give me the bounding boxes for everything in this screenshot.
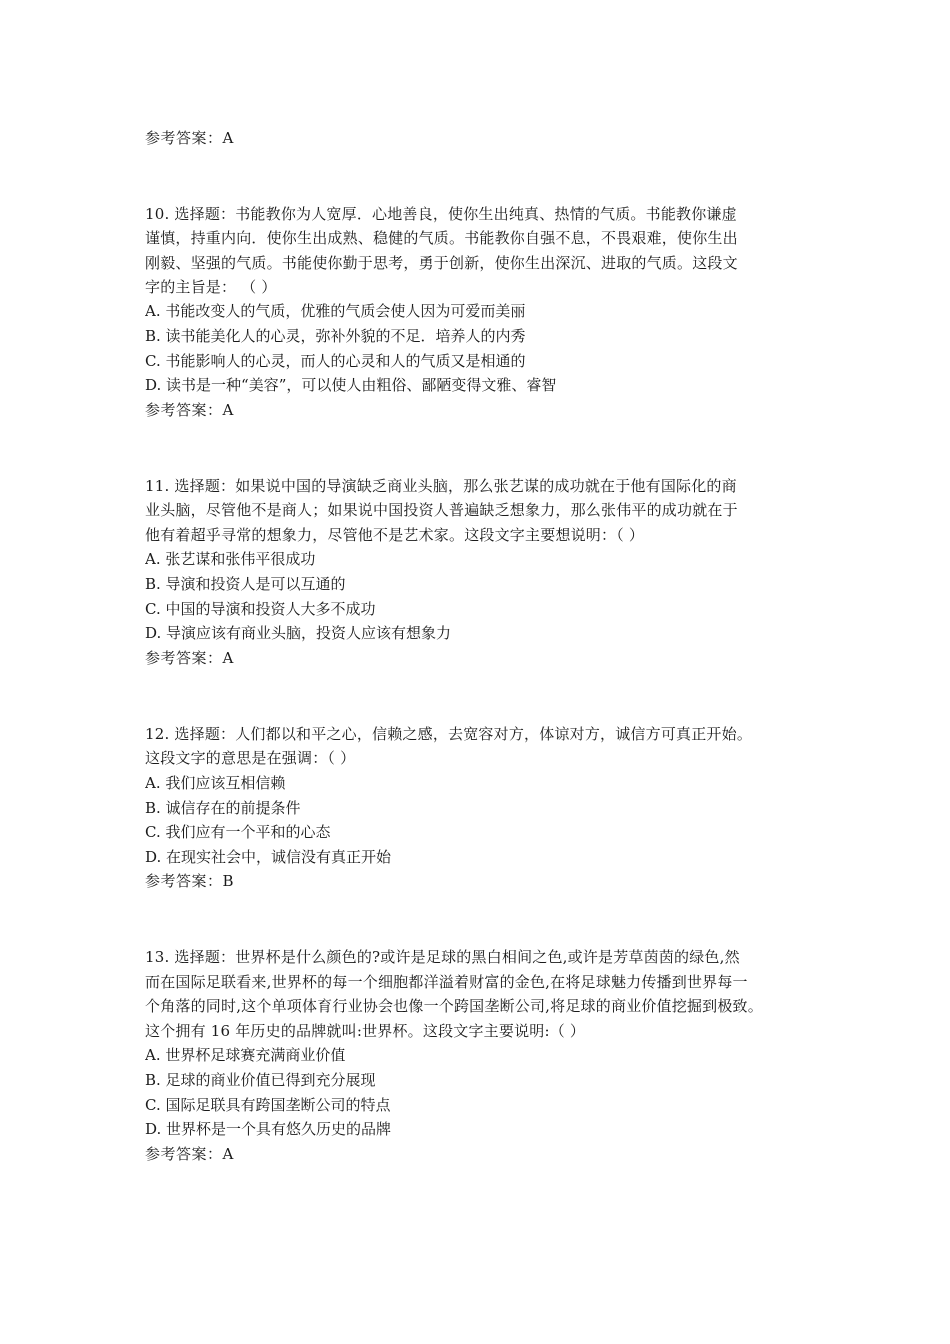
- option-b: B. 导演和投资人是可以互通的: [145, 575, 346, 593]
- question-text-line: 这段文字的意思是在强调：（ ）: [145, 749, 356, 767]
- option-d: D. 在现实社会中，诚信没有真正开始: [145, 848, 392, 866]
- option-d: D. 世界杯是一个具有悠久历史的品牌: [145, 1120, 392, 1138]
- answer: 参考答案：A: [145, 649, 234, 667]
- option-c: C. 国际足联具有跨国垄断公司的特点: [145, 1096, 391, 1114]
- option-c: C. 书能影响人的心灵，而人的心灵和人的气质又是相通的: [145, 352, 526, 370]
- option-a: A. 书能改变人的气质，优雅的气质会使人因为可爱而美丽: [145, 302, 526, 320]
- question-text-line: 而在国际足联看来,世界杯的每一个细胞都洋溢着财富的金色,在将足球魅力传播到世界每一: [145, 973, 748, 991]
- option-d: D. 读书是一种“美容”，可以使人由粗俗、鄙陋变得文雅、睿智: [145, 376, 557, 394]
- option-a: A. 张艺谋和张伟平很成功: [145, 550, 316, 568]
- question-text-line: 12. 选择题：人们都以和平之心，信赖之感，去宽容对方，体谅对方，诚信方可真正开始。: [145, 725, 753, 743]
- question-text-line: 10. 选择题：书能教你为人宽厚．心地善良，使你生出纯真、热情的气质。书能教你谦虚: [145, 205, 737, 223]
- option-c: C. 我们应有一个平和的心态: [145, 823, 331, 841]
- option-b: B. 足球的商业价值已得到充分展现: [145, 1071, 376, 1089]
- question-text-line: 谨慎，持重内向．使你生出成熟、稳健的气质。书能教你自强不息，不畏艰难，使你生出: [145, 229, 738, 247]
- answer: 参考答案：A: [145, 1145, 234, 1163]
- question-text-line: 他有着超乎寻常的想象力，尽管他不是艺术家。这段文字主要想说明：（ ）: [145, 526, 645, 544]
- option-d: D. 导演应该有商业头脑，投资人应该有想象力: [145, 624, 452, 642]
- question-text-line: 个角落的同时,这个单项体育行业协会也像一个跨国垄断公司,将足球的商业价值挖掘到极致。: [145, 997, 763, 1015]
- question-text-line: 13. 选择题：世界杯是什么颜色的?或许是足球的黑白相间之色,或许是芳草茵茵的绿色,然: [145, 948, 740, 966]
- answer: 参考答案：B: [145, 872, 235, 890]
- option-a: A. 世界杯足球赛充满商业价值: [145, 1046, 346, 1064]
- option-b: B. 诚信存在的前提条件: [145, 799, 301, 817]
- question-text-line: 刚毅、坚强的气质。书能使你勤于思考，勇于创新，使你生出深沉、进取的气质。这段文: [145, 254, 738, 272]
- option-b: B. 读书能美化人的心灵，弥补外貌的不足．培养人的内秀: [145, 327, 526, 345]
- question-text-line: 字的主旨是： （ ）: [145, 278, 277, 296]
- question-text-line: 11. 选择题：如果说中国的导演缺乏商业头脑，那么张艺谋的成功就在于他有国际化的商: [145, 477, 737, 495]
- question-text-line: 业头脑，尽管他不是商人；如果说中国投资人普遍缺乏想象力，那么张伟平的成功就在于: [145, 501, 738, 519]
- previous-answer: 参考答案：A: [145, 129, 234, 147]
- question-text-line: 这个拥有 16 年历史的品牌就叫:世界杯。这段文字主要说明:（ ）: [145, 1022, 586, 1040]
- answer: 参考答案：A: [145, 401, 234, 419]
- option-c: C. 中国的导演和投资人大多不成功: [145, 600, 376, 618]
- option-a: A. 我们应该互相信赖: [145, 774, 286, 792]
